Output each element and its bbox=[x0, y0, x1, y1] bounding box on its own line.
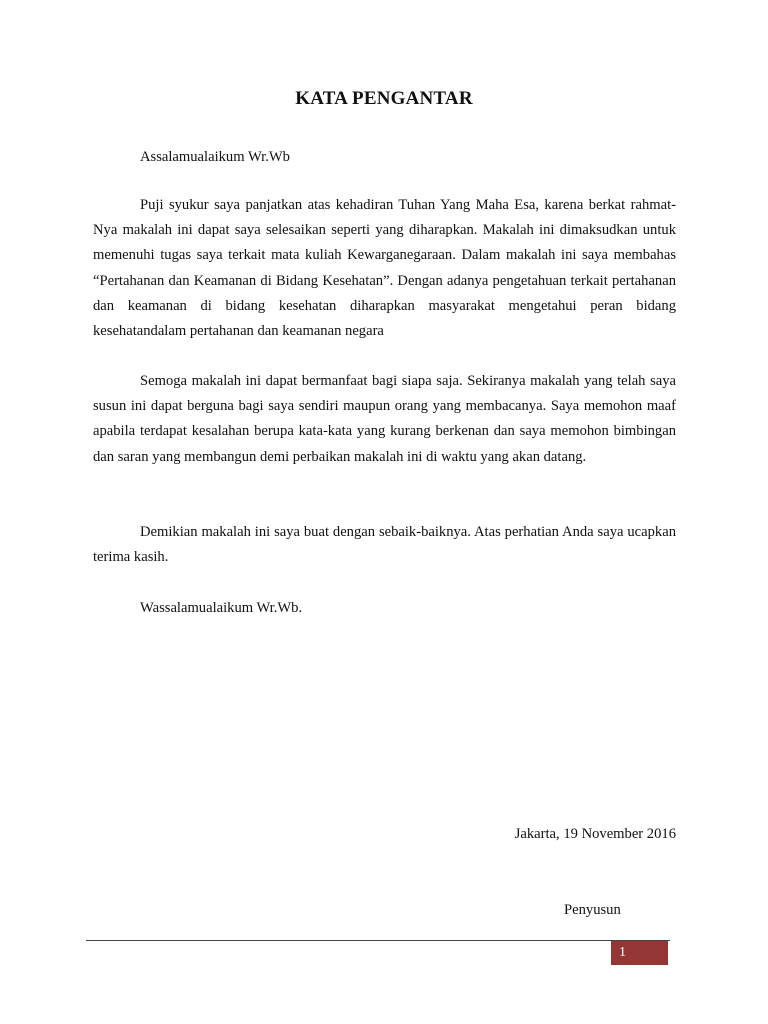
footer-divider bbox=[86, 940, 670, 941]
greeting: Assalamualaikum Wr.Wb bbox=[140, 149, 290, 165]
paragraph-3: Demikian makalah ini saya buat dengan sebaik-baiknya. Atas perhatian Anda saya ucapkan terima kasih. bbox=[93, 524, 676, 566]
paragraph-1: Puji syukur saya panjatkan atas kehadiran Tuhan Yang Maha Esa, karena berkat rahmat-Nya makalah ini dapat saya selesaikan seperti yang diharapkan. Makalah ini dimaksudkan untuk memenuhi tugas saya terkait mata kuliah Kewarganegaraan. Dalam makalah ini saya membahas “Pertahanan dan Keamanan di Bidang Kesehatan”. Dengan adanya pengetahuan terkait pertahanan dan keamanan di bidang kesehatan diharapkan masyarakat mengetahui peran bidang kesehatandalam pertahanan dan keamanan negara bbox=[93, 197, 676, 340]
paragraph-2: Semoga makalah ini dapat bermanfaat bagi siapa saja. Sekiranya makalah yang telah saya susun ini dapat berguna bagi saya sendiri maupun orang yang membacanya. Saya memohon maaf apabila terdapat kesalahan berupa kata-kata yang kurang berkenan dan saya memohon bimbingan dan saran yang membangun demi perbaikan makalah ini di waktu yang akan datang. bbox=[93, 373, 676, 465]
place-date: Jakarta, 19 November 2016 bbox=[514, 826, 676, 842]
page-title: KATA PENGANTAR bbox=[295, 88, 473, 109]
signatory: Penyusun bbox=[564, 902, 621, 918]
page-number: 1 bbox=[611, 941, 668, 965]
closing-salutation: Wassalamualaikum Wr.Wb. bbox=[140, 600, 303, 616]
